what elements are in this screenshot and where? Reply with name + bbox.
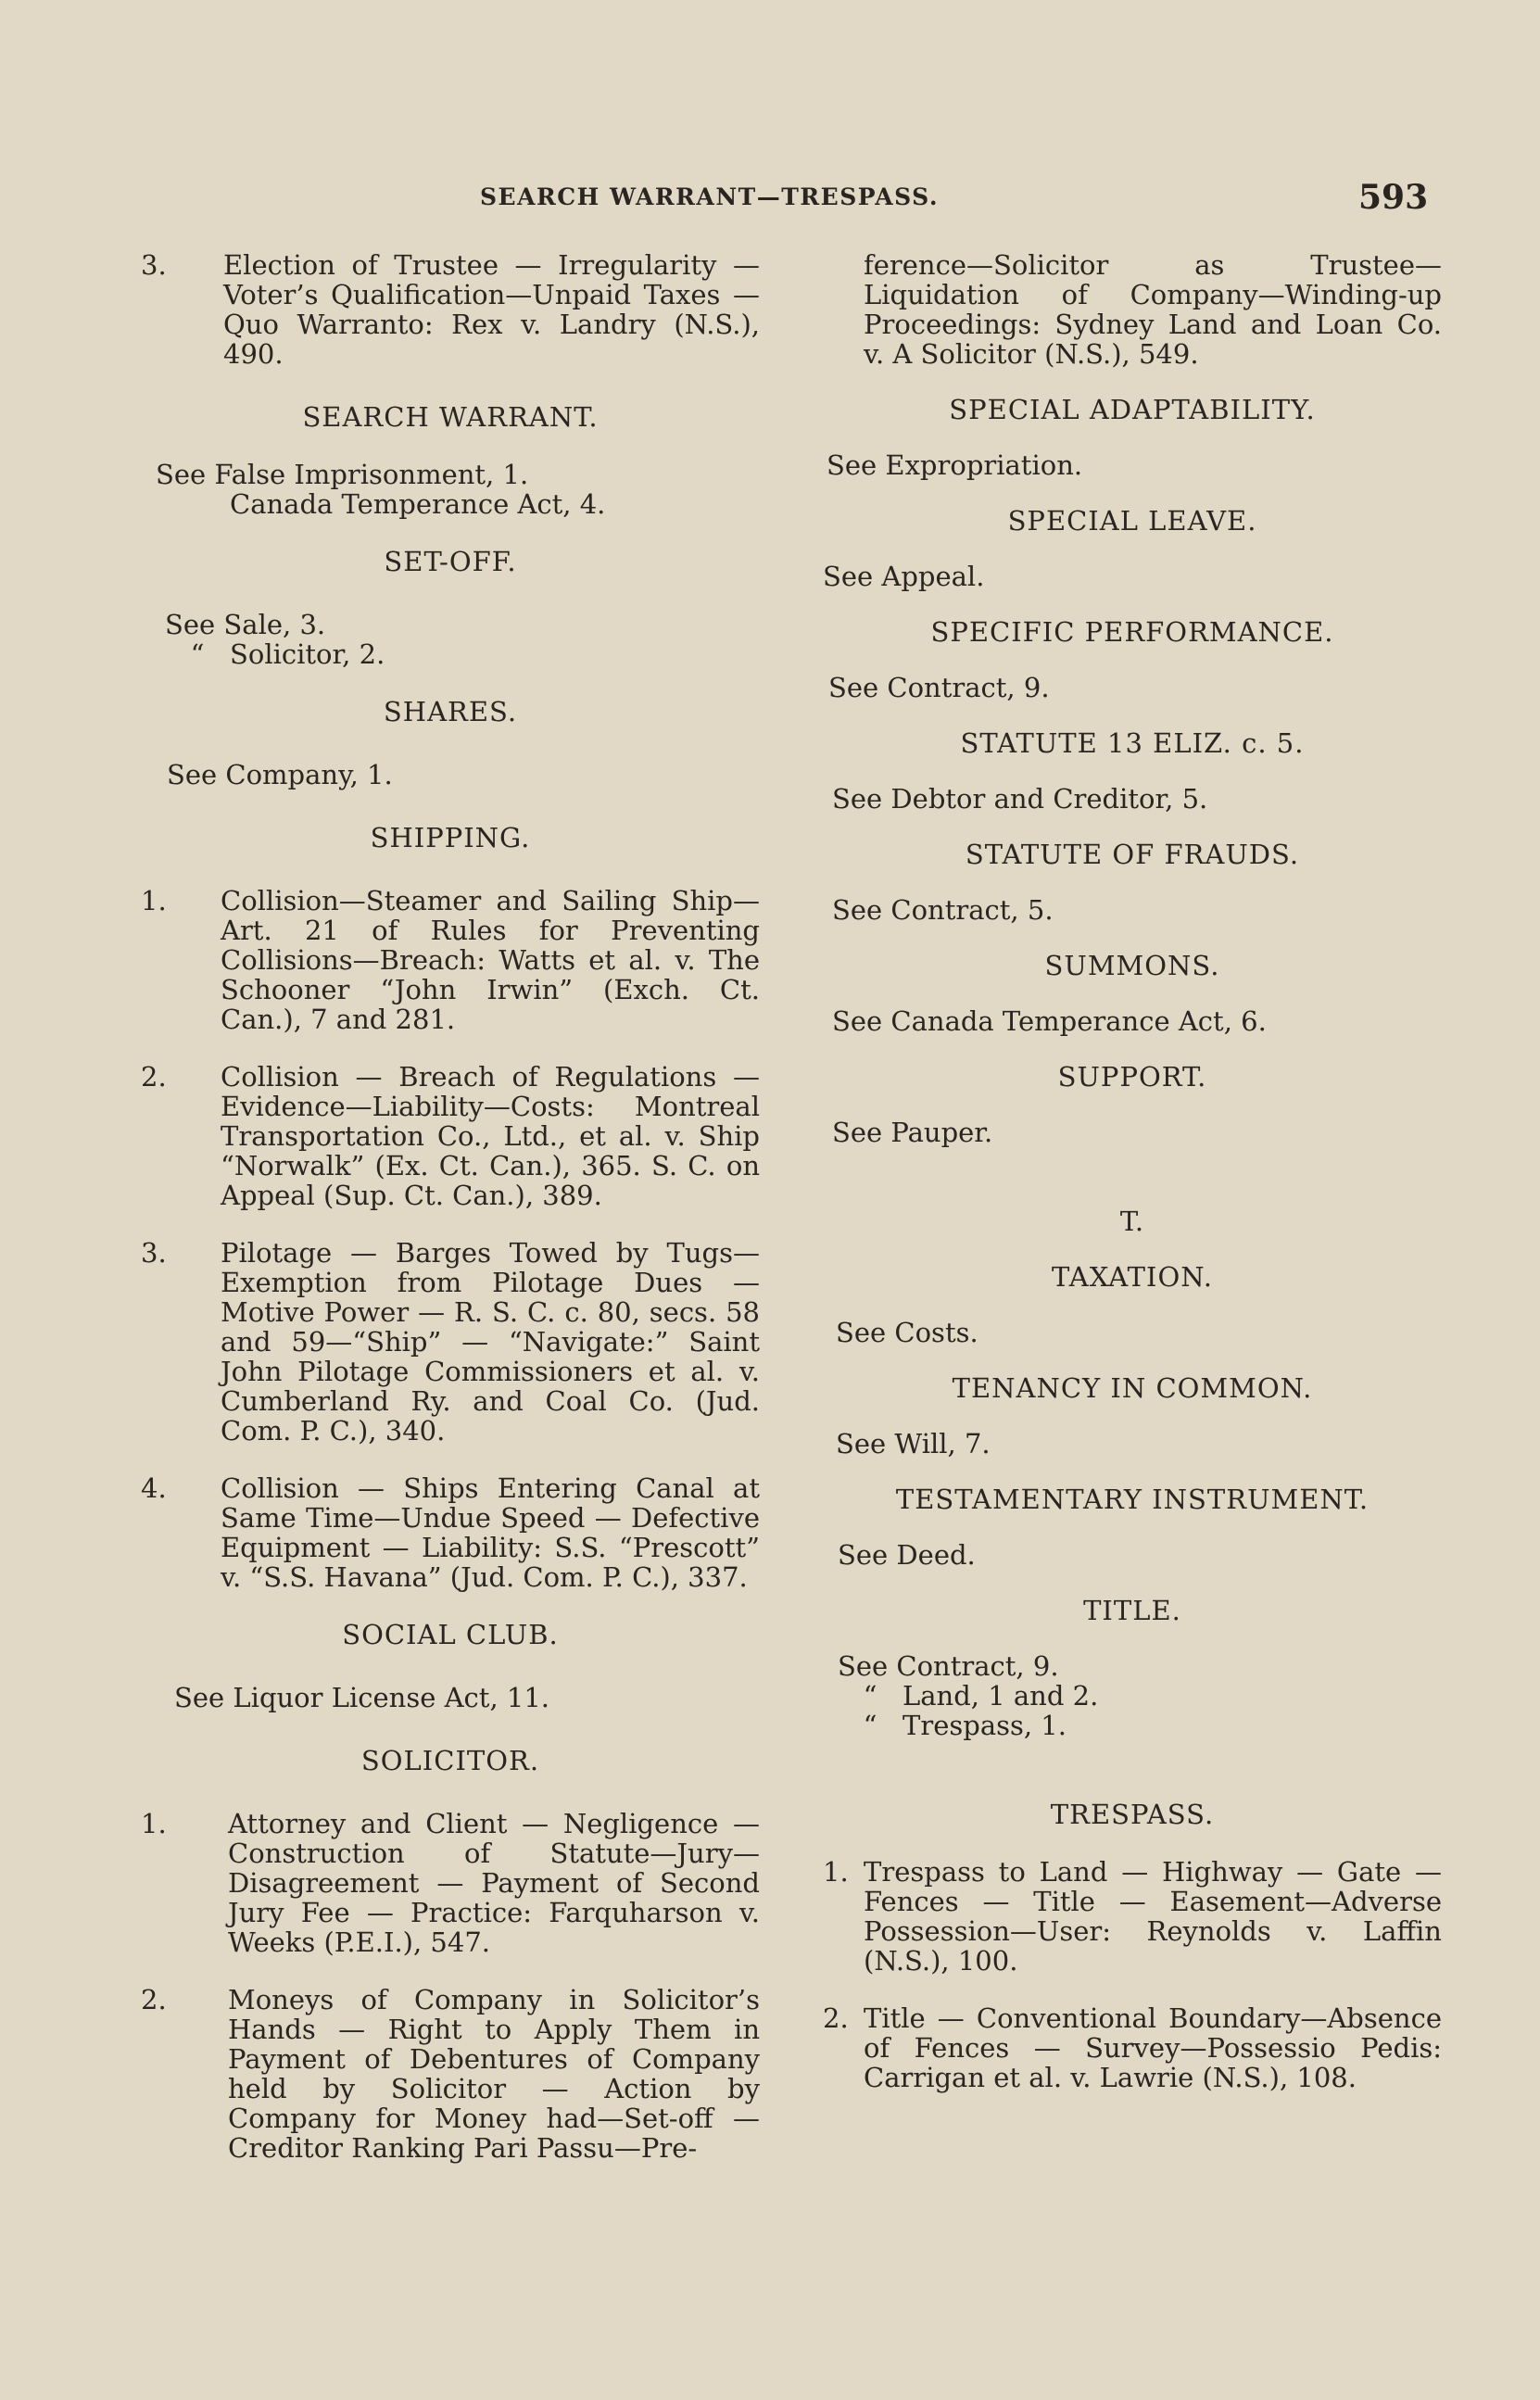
heading-testamentary-instrument: TESTAMENTARY INSTRUMENT. [895,1484,1370,1515]
running-head-title: SEARCH WARRANT—TRESPASS. [480,183,940,210]
heading-solicitor: SOLICITOR. [360,1745,540,1776]
entry-text: Pilotage — Barges Towed by Tugs—Exemption from Pilotage Dues — Motive Power — R. S. C. c. 80, secs. 58 and 59—“Ship” — “Navigate:” Saint John Pilotage Commissioners et al. v. Cumberland Ry. and Coal Co. (Jud. Com. P. C.), 340. [221,1237,760,1446]
see-line: See Deed. [838,1539,976,1571]
heading-special-leave: SPECIAL LEAVE. [1007,505,1257,537]
heading-shares: SHARES. [383,696,518,727]
shipping-entry [141,886,760,1034]
see-ditto-line [165,639,760,669]
see-line: See Expropriation. [827,449,1083,481]
see-ditto-line [838,1681,1442,1711]
see-line: See Debtor and Creditor, 5. [832,783,1208,815]
heading-tenancy-in-common: TENANCY IN COMMON. [952,1372,1313,1404]
heading-specific-performance: SPECIFIC PERFORMANCE. [930,616,1334,648]
heading-search-warrant: SEARCH WARRANT. [302,401,599,433]
see-continuation: Canada Temperance Act, 4. [230,488,606,520]
entry-text: Attorney and Client — Negligence — Construction of Statute—Jury—Disagreement — Payment of Second Jury Fee — Practice: Farquharson v. Weeks (P.E.I.), 547. [228,1808,760,1958]
see-line: See Liquor License Act, 11. [174,1682,549,1713]
heading-trespass: TRESPASS. [1050,1799,1215,1830]
election-entry [141,250,760,369]
section-letter: T. [1119,1206,1145,1237]
ditto-text: Solicitor, 2. [230,638,385,670]
trespass-entry [823,2003,1442,2092]
entry-text: Title — Conventional Boundary—Absence of Fences — Survey—Possessio Pedis: Carrigan et al. v. Lawrie (N.S.), 108. [864,2002,1442,2093]
shipping-entry [141,1473,760,1592]
ditto-text: Land, 1 and 2. [903,1680,1099,1712]
see-line: See Appeal. [823,561,985,592]
see-line: See Costs. [836,1317,978,1348]
see-reference [141,460,760,519]
heading-taxation: TAXATION. [1052,1261,1213,1293]
see-reference [823,1651,1442,1740]
entry-number: 1. [141,885,167,916]
heading-statute-of-frauds: STATUTE OF FRAUDS. [965,839,1300,870]
shipping-entry [141,1062,760,1210]
see-ditto-line [838,1711,1442,1740]
ditto-mark: “ [190,638,205,670]
left-column [141,250,760,2163]
entry-number: 2. [141,1061,167,1093]
heading-summons: SUMMONS. [1044,950,1220,981]
entry-number: 2. [141,1984,167,2015]
heading-social-club: SOCIAL CLUB. [342,1619,559,1650]
solicitor-entry-continuation: ference—Solicitor as Trustee—Liquidation of Company—Winding-up Proceedings: Sydney Land and Loan Co. v. A Solicitor (N.S.), 549. [864,249,1442,370]
entry-number: 1. [823,1856,849,1888]
entry-text: Election of Trustee — Irregularity — Voter’s Qualification—Unpaid Taxes —Quo Warranto: Rex v. Landry (N.S.), 490. [223,249,760,370]
entry-number: 2. [823,2002,849,2034]
heading-title: TITLE. [1083,1595,1181,1626]
see-line: See Pauper. [832,1117,993,1148]
entry-number: 1. [141,1808,167,1839]
heading-support: SUPPORT. [1057,1061,1207,1093]
entry-text: Collision — Ships Entering Canal at Same Time—Undue Speed — Defective Equipment — Liability: S.S. “Prescott” v. “S.S. Havana” (Jud. Com. P. C.), 337. [221,1472,760,1593]
ditto-text: Trespass, 1. [903,1710,1067,1741]
see-line: See Contract, 9. [828,672,1050,703]
entry-number: 3. [141,1237,167,1269]
shipping-entry [141,1238,760,1446]
entry-text: Collision—Steamer and Sailing Ship—Art. 21 of Rules for Preventing Collisions—Breach: Watts et al. v. The Schooner “John Irwin” (Exch. Ct. Can.), 7 and 281. [221,885,760,1035]
heading-set-off: SET-OFF. [384,546,517,577]
see-line: See Canada Temperance Act, 6. [832,1005,1267,1037]
see-line: See False Imprisonment, 1. [156,459,529,490]
entry-number: 4. [141,1472,167,1504]
ditto-mark: “ [863,1710,877,1741]
see-line: See Contract, 5. [832,894,1054,926]
running-head [0,178,1540,219]
heading-special-adaptability: SPECIAL ADAPTABILITY. [949,394,1316,425]
entry-text: Collision — Breach of Regulations — Evidence—Liability—Costs: Montreal Transportation Co., Ltd., et al. v. Ship “Norwalk” (Ex. Ct. Can.), 365. S. C. on Appeal (Sup. Ct. Can.), 389. [221,1061,760,1211]
see-reference [141,610,760,669]
right-column [823,250,1442,2092]
heading-statute-13-eliz: STATUTE 13 ELIZ. c. 5. [960,727,1305,759]
page-number: 593 [1358,178,1429,217]
solicitor-entry [141,1809,760,1957]
ditto-mark: “ [863,1680,877,1712]
trespass-entry [823,1857,1442,1976]
entry-text: Trespass to Land — Highway — Gate —Fences — Title — Easement—Adverse Possession—User: Reynolds v. Laffin (N.S.), 100. [864,1856,1442,1977]
entry-text: Moneys of Company in Solicitor’s Hands — Right to Apply Them in Payment of Debentures of Company held by Solicitor — Action by Company for Money had—Set-off — Creditor Ranking Pari Passu—Pre- [228,1984,760,2164]
see-line: See Sale, 3. [165,609,326,640]
see-line: See Will, 7. [836,1428,991,1459]
entry-number: 3. [141,249,167,281]
see-line: See Company, 1. [167,759,393,790]
see-line: See Contract, 9. [838,1650,1059,1682]
heading-shipping: SHIPPING. [370,822,531,853]
solicitor-entry [141,1985,760,2163]
